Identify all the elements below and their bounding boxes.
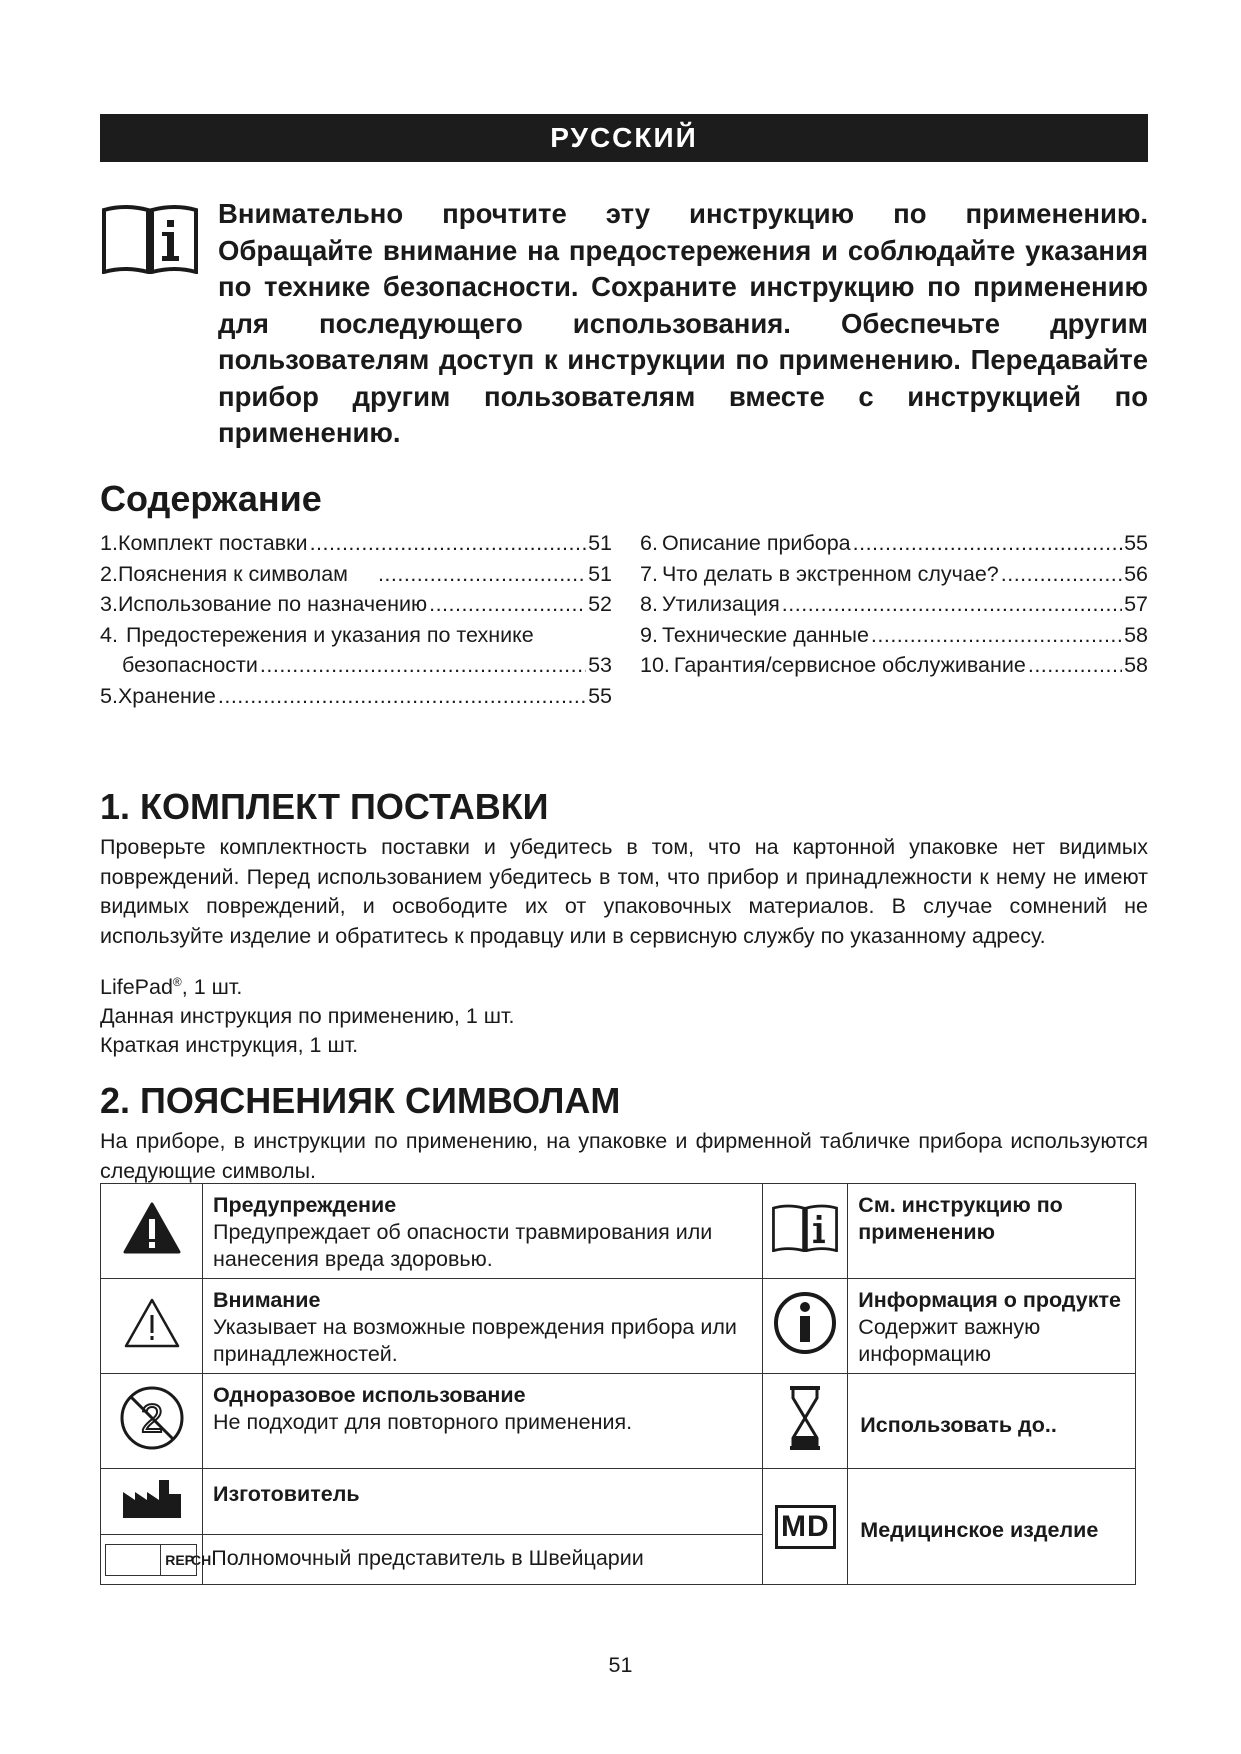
toc-title: Содержание [100, 478, 322, 519]
toc-entry: 9. Технические данные ..... 58 [640, 620, 1148, 651]
toc-entry: 1. Комплект поставки ..... 51 [100, 528, 612, 559]
authorized-rep-icon: REP [105, 1544, 197, 1576]
symbols-table [100, 1183, 1136, 1585]
table-row [101, 1279, 1136, 1374]
toc-entry: 7. Что делать в экстренном случае? ..... 56 [640, 559, 1148, 590]
symbol-cell [763, 1184, 848, 1279]
toc-entry-continued: безопасности ..... 53 [100, 650, 612, 681]
warning-triangle-filled-icon [123, 1202, 181, 1254]
toc-left-column [100, 528, 612, 711]
intro-block [100, 196, 1148, 446]
delivery-item: Краткая инструкция, 1 шт. [100, 1033, 359, 1058]
single-use-icon [118, 1384, 186, 1452]
table-row [101, 1184, 1136, 1279]
symbol-description: Одноразовое использование Не подходит для повторного применения. [203, 1374, 763, 1469]
toc-entry: 8. Утилизация ..... 57 [640, 589, 1148, 620]
section-2-text: На приборе, в инструкции по применению, на упаковке и фирменной табличке прибора используются следующие символы. [100, 1129, 1148, 1183]
symbol-cell [763, 1469, 848, 1585]
symbol-cell [101, 1374, 203, 1469]
language-header: РУССКИЙ [100, 114, 1148, 162]
delivery-item: LifePad®, 1 шт. [100, 975, 243, 1000]
toc-entry: 6. Описание прибора ..... 55 [640, 528, 1148, 559]
table-row [101, 1374, 1136, 1469]
toc-entry: 3. Использование по назначению ..... 52 [100, 589, 612, 620]
symbol-cell [101, 1469, 203, 1535]
md-icon: MD [775, 1505, 836, 1549]
symbol-cell [763, 1374, 848, 1469]
symbol-description: Информация о продукте Содержит важную информацию [848, 1279, 1136, 1374]
table-row [101, 1469, 1136, 1535]
symbol-cell [101, 1184, 203, 1279]
info-circle-icon [772, 1290, 838, 1356]
caution-triangle-icon [123, 1297, 181, 1349]
symbol-description: CHПолномочный представитель в Швейцарии [203, 1535, 763, 1585]
intro-text: Внимательно прочтите эту инструкцию по применению. Обращайте внимание на предостережения и соблюдайте указания по технике безопасности. Сохраните инструкцию по применению для последующего использования. Обеспечьте другим пользователям доступ к инструкции по применению. Передавайте прибор другим пользователям вместе с инструкцией по применению. [218, 198, 1148, 448]
symbol-description: См. инструкцию по применению [848, 1184, 1136, 1279]
page-number: 51 [608, 1653, 633, 1677]
symbol-cell [763, 1279, 848, 1374]
symbol-description: Медицинское изделие [848, 1469, 1136, 1585]
section-2-title: 2. ПОЯСНЕНИЯК СИМВОЛАМ [100, 1080, 621, 1121]
toc-entry: 4. Предостережения и указания по технике [100, 622, 534, 647]
symbol-description: Использовать до.. [848, 1374, 1136, 1469]
symbol-description: Предупреждение Предупреждает об опасности травмирования или нанесения вреда здоровью. [203, 1184, 763, 1279]
toc-entry: 5. Хранение ..... 55 [100, 681, 612, 712]
symbol-cell [101, 1535, 203, 1585]
symbol-cell [101, 1279, 203, 1374]
section-1-text: Проверьте комплектность поставки и убедитесь в том, что на картонной упаковке нет видимых повреждений. Перед использованием убедитесь в том, что прибор и принадлежности к нему не имеют видимых повреждений, и освободите их от упаковочных материалов. В случае сомнений не используйте изделие и обратитесь к продавцу или в сервисную службу по указанному адресу. [100, 835, 1148, 948]
toc-entry: 2. Пояснения к символам ..... 51 [100, 559, 612, 590]
svg-text:2: 2 [140, 1396, 163, 1441]
hourglass-icon [788, 1384, 822, 1452]
read-manual-icon [770, 1204, 840, 1252]
read-manual-icon [100, 204, 200, 274]
symbol-description: Изготовитель [203, 1469, 763, 1535]
symbol-description: Внимание Указывает на возможные повреждения прибора или принадлежностей. [203, 1279, 763, 1374]
toc-right-column [640, 528, 1148, 681]
manufacturer-factory-icon [121, 1476, 183, 1520]
section-1-title: 1. КОМПЛЕКТ ПОСТАВКИ [100, 786, 549, 827]
delivery-item: Данная инструкция по применению, 1 шт. [100, 1004, 515, 1029]
delivery-items-list [100, 968, 514, 1060]
toc-entry: 10. Гарантия/сервисное обслуживание ..... 58 [640, 650, 1148, 681]
